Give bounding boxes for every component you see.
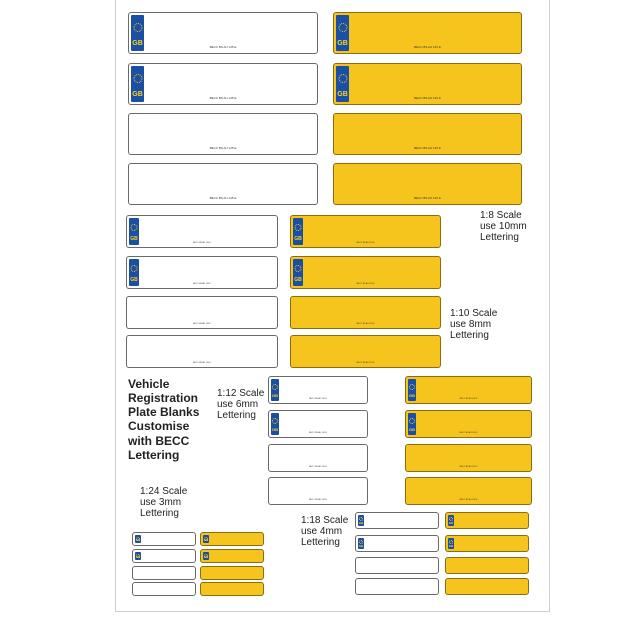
maker-mark: BECC BS AU 145 E <box>459 466 478 468</box>
euro-band-icon <box>129 259 139 286</box>
yellow-plate-blank-1-24 <box>200 566 264 580</box>
maker-mark: BECC BS AU 145 E <box>209 196 237 200</box>
eu-stars-icon <box>295 224 302 231</box>
scale-label-1-10: 1:10 Scale use 8mm Lettering <box>450 308 498 342</box>
yellow-plate-blank-1-10-gb <box>290 256 441 289</box>
white-plate-blank-1-24-gb <box>132 532 196 546</box>
gb-code: GB <box>135 538 141 543</box>
maker-mark: BECC BS AU 145 E <box>309 499 327 501</box>
gb-code: GB <box>203 555 209 560</box>
eu-stars-icon <box>295 265 302 272</box>
white-plate-blank-1-24-gb <box>132 549 196 563</box>
gb-code: GB <box>135 555 141 560</box>
euro-band-icon <box>135 552 141 560</box>
gb-code: GB <box>130 276 138 283</box>
euro-band-icon <box>448 515 454 526</box>
white-plate-blank-1-24 <box>132 566 196 580</box>
euro-band-icon <box>293 218 303 245</box>
white-plate-blank-1-8 <box>128 163 318 205</box>
yellow-plate-blank-1-18-gb <box>445 535 529 552</box>
scale-label-1-8: 1:8 Scale use 10mm Lettering <box>480 210 527 244</box>
gb-code: GB <box>448 543 454 548</box>
maker-mark: BECC BS AU 145 E <box>414 45 441 49</box>
maker-mark: BECC BS AU 145 E <box>193 362 211 364</box>
maker-mark: BECC BS AU 145 E <box>209 96 237 100</box>
eu-stars-icon <box>131 224 138 231</box>
scale-label-1-12: 1:12 Scale use 6mm Lettering <box>217 388 265 422</box>
yellow-plate-blank-1-12-gb <box>405 410 532 438</box>
gb-code: GB <box>448 520 454 525</box>
eu-stars-icon <box>133 23 142 32</box>
yellow-plate-blank-1-8-gb <box>333 63 522 105</box>
white-plate-blank-1-8-gb <box>128 63 318 105</box>
yellow-plate-blank-1-8 <box>333 113 522 155</box>
eu-stars-icon <box>338 74 347 83</box>
scale-label-1-18: 1:18 Scale use 4mm Lettering <box>301 515 349 549</box>
yellow-plate-blank-1-24 <box>200 582 264 596</box>
eu-stars-icon <box>338 23 347 32</box>
yellow-plate-blank-1-10 <box>290 335 441 368</box>
white-plate-blank-1-10 <box>126 296 278 329</box>
white-plate-blank-1-10-gb <box>126 256 278 289</box>
eu-stars-icon <box>409 384 415 390</box>
yellow-plate-blank-1-18-gb <box>445 512 529 529</box>
maker-mark: BECC BS AU 145 E <box>356 242 375 244</box>
white-plate-blank-1-12-gb <box>268 376 368 404</box>
yellow-plate-blank-1-12 <box>405 444 532 472</box>
maker-mark: BECC BS AU 145 E <box>459 499 478 501</box>
maker-mark: BECC BS AU 145 E <box>193 283 211 285</box>
yellow-plate-blank-1-24-gb <box>200 549 264 563</box>
gb-code: GB <box>294 235 302 242</box>
white-plate-blank-1-18 <box>355 578 439 595</box>
white-plate-blank-1-10-gb <box>126 215 278 248</box>
maker-mark: BECC BS AU 145 E <box>414 196 441 200</box>
white-plate-blank-1-18-gb <box>355 535 439 552</box>
white-plate-blank-1-12-gb <box>268 410 368 438</box>
white-plate-blank-1-24 <box>132 582 196 596</box>
yellow-plate-blank-1-12 <box>405 477 532 505</box>
euro-band-icon <box>448 538 454 549</box>
maker-mark: BECC BS AU 145 E <box>459 432 478 434</box>
euro-band-icon <box>293 259 303 286</box>
euro-band-icon <box>135 535 141 543</box>
gb-code: GB <box>132 39 143 47</box>
euro-band-icon <box>129 218 139 245</box>
maker-mark: BECC BS AU 145 E <box>414 146 441 150</box>
maker-mark: BECC BS AU 145 E <box>209 45 237 49</box>
white-plate-blank-1-8-gb <box>128 12 318 54</box>
white-plate-blank-1-18-gb <box>355 512 439 529</box>
maker-mark: BECC BS AU 145 E <box>209 146 237 150</box>
gb-code: GB <box>409 393 415 399</box>
euro-band-icon <box>203 552 209 560</box>
maker-mark: BECC BS AU 145 E <box>309 398 327 400</box>
scale-label-1-24: 1:24 Scale use 3mm Lettering <box>140 486 188 520</box>
maker-mark: BECC BS AU 145 E <box>309 466 327 468</box>
maker-mark: BECC BS AU 145 E <box>459 398 478 400</box>
gb-code: GB <box>358 543 364 548</box>
euro-band-icon <box>358 538 364 549</box>
yellow-plate-blank-1-24-gb <box>200 532 264 546</box>
gb-code: GB <box>272 393 278 399</box>
maker-mark: BECC BS AU 145 E <box>193 242 211 244</box>
eu-stars-icon <box>272 418 278 424</box>
gb-code: GB <box>130 235 138 242</box>
gb-code: GB <box>337 39 348 47</box>
maker-mark: BECC BS AU 145 E <box>309 432 327 434</box>
gb-code: GB <box>203 538 209 543</box>
yellow-plate-blank-1-18 <box>445 578 529 595</box>
gb-code: GB <box>337 90 348 98</box>
yellow-plate-blank-1-10 <box>290 296 441 329</box>
gb-code: GB <box>132 90 143 98</box>
gb-code: GB <box>294 276 302 283</box>
eu-stars-icon <box>133 74 142 83</box>
maker-mark: BECC BS AU 145 E <box>356 323 375 325</box>
white-plate-blank-1-12 <box>268 477 368 505</box>
maker-mark: BECC BS AU 145 E <box>356 283 375 285</box>
gb-code: GB <box>272 427 278 433</box>
maker-mark: BECC BS AU 145 E <box>356 362 375 364</box>
eu-stars-icon <box>409 418 415 424</box>
yellow-plate-blank-1-12-gb <box>405 376 532 404</box>
gb-code: GB <box>358 520 364 525</box>
maker-mark: BECC BS AU 145 E <box>414 96 441 100</box>
eu-stars-icon <box>272 384 278 390</box>
gb-code: GB <box>409 427 415 433</box>
white-plate-blank-1-10 <box>126 335 278 368</box>
white-plate-blank-1-8 <box>128 113 318 155</box>
white-plate-blank-1-12 <box>268 444 368 472</box>
sheet-title: Vehicle Registration Plate Blanks Customise with BECC Lettering <box>128 377 200 462</box>
euro-band-icon <box>203 535 209 543</box>
yellow-plate-blank-1-10-gb <box>290 215 441 248</box>
yellow-plate-blank-1-18 <box>445 557 529 574</box>
maker-mark: BECC BS AU 145 E <box>193 323 211 325</box>
yellow-plate-blank-1-8 <box>333 163 522 205</box>
euro-band-icon <box>358 515 364 526</box>
yellow-plate-blank-1-8-gb <box>333 12 522 54</box>
eu-stars-icon <box>131 265 138 272</box>
white-plate-blank-1-18 <box>355 557 439 574</box>
